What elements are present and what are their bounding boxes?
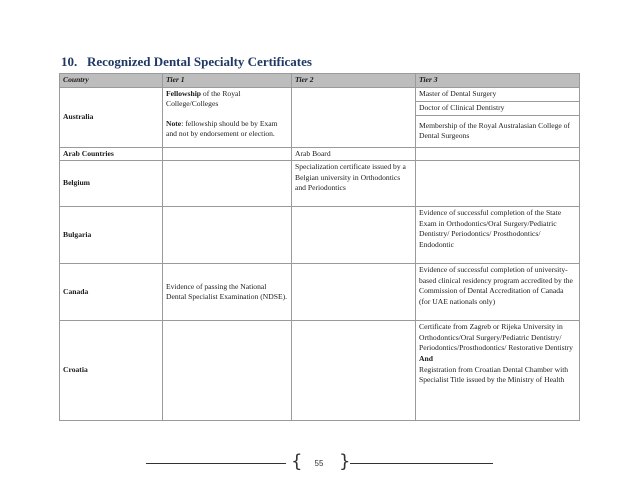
specialty-certificates-table (59, 73, 580, 421)
country-cell: Australia (60, 87, 163, 147)
header-tier3: Tier 3 (416, 74, 580, 88)
section-heading: Recognized Dental Specialty Certificates (87, 54, 312, 69)
country-cell: Canada (60, 264, 163, 321)
table-header-row (60, 74, 580, 88)
country-cell: Belgium (60, 161, 163, 207)
tier2-cell: Arab Board (292, 147, 416, 161)
tier3-cell: Evidence of successful completion of the State Exam in Orthodontics/Oral Surgery/Pediatric Dentistry/ Periodontics/ Prosthodontics/ Endodontic (416, 207, 580, 264)
page-number: 55 (314, 459, 324, 468)
table-row (60, 147, 580, 161)
table-row (60, 321, 580, 421)
tier3-cell: Doctor of Clinical Dentistry (416, 101, 580, 115)
footer-rule-left (146, 463, 286, 464)
tier1-cell (163, 321, 292, 421)
footer-left-brace: { (291, 451, 303, 472)
country-cell: Bulgaria (60, 207, 163, 264)
footer-right-brace: } (339, 451, 351, 472)
croatia-certificate-text: Certificate from Zagreb or Rijeka University in Orthodontics/Oral Surgery/Pediatric Dentistry/ Periodontics/Prosthodontics/ Restorative Dentistry (419, 322, 573, 353)
tier2-cell (292, 207, 416, 264)
note-text: : fellowship should be by Exam and not by endorsement or election. (166, 118, 278, 139)
tier3-cell: Evidence of successful completion of university-based clinical residency program accredited by the Commission of Dental Accreditation of Canada (for UAE nationals only) (416, 264, 580, 321)
tier2-cell (292, 87, 416, 147)
note-label: Note (166, 118, 182, 128)
tier1-cell (163, 87, 292, 147)
country-cell: Croatia (60, 321, 163, 421)
tier1-cell (163, 207, 292, 264)
tier3-cell (416, 161, 580, 207)
tier1-cell (163, 161, 292, 207)
tier3-cell (416, 147, 580, 161)
tier3-cell: Membership of the Royal Australasian College of Dental Surgeons (416, 115, 580, 147)
tier1-cell: Evidence of passing the National Dental Specialist Examination (NDSE). (163, 264, 292, 321)
fellowship-text (166, 89, 288, 110)
table-row (60, 87, 580, 101)
tier2-cell (292, 264, 416, 321)
croatia-and-text: And (419, 353, 433, 363)
footer-rule-right (350, 463, 493, 464)
tier2-cell: Specialization certificate issued by a Belgian university in Orthodontics and Periodontics (292, 161, 416, 207)
section-title (61, 54, 312, 70)
table-row (60, 264, 580, 321)
tier1-cell (163, 147, 292, 161)
croatia-registration-text: Registration from Croatian Dental Chamber with Specialist Title issued by the Ministry of Health (419, 364, 569, 385)
header-tier1: Tier 1 (163, 74, 292, 88)
fellowship-note (166, 119, 288, 140)
section-number: 10. (61, 54, 78, 69)
country-cell: Arab Countries (60, 147, 163, 161)
fellowship-bold: Fellowship (166, 88, 202, 98)
table-row (60, 161, 580, 207)
table-row (60, 207, 580, 264)
tier2-cell (292, 321, 416, 421)
header-country: Country (60, 74, 163, 88)
tier3-cell (416, 321, 580, 421)
header-tier2: Tier 2 (292, 74, 416, 88)
fellowship-rest: of the Royal College/Colleges (166, 88, 241, 109)
tier3-cell: Master of Dental Surgery (416, 87, 580, 101)
